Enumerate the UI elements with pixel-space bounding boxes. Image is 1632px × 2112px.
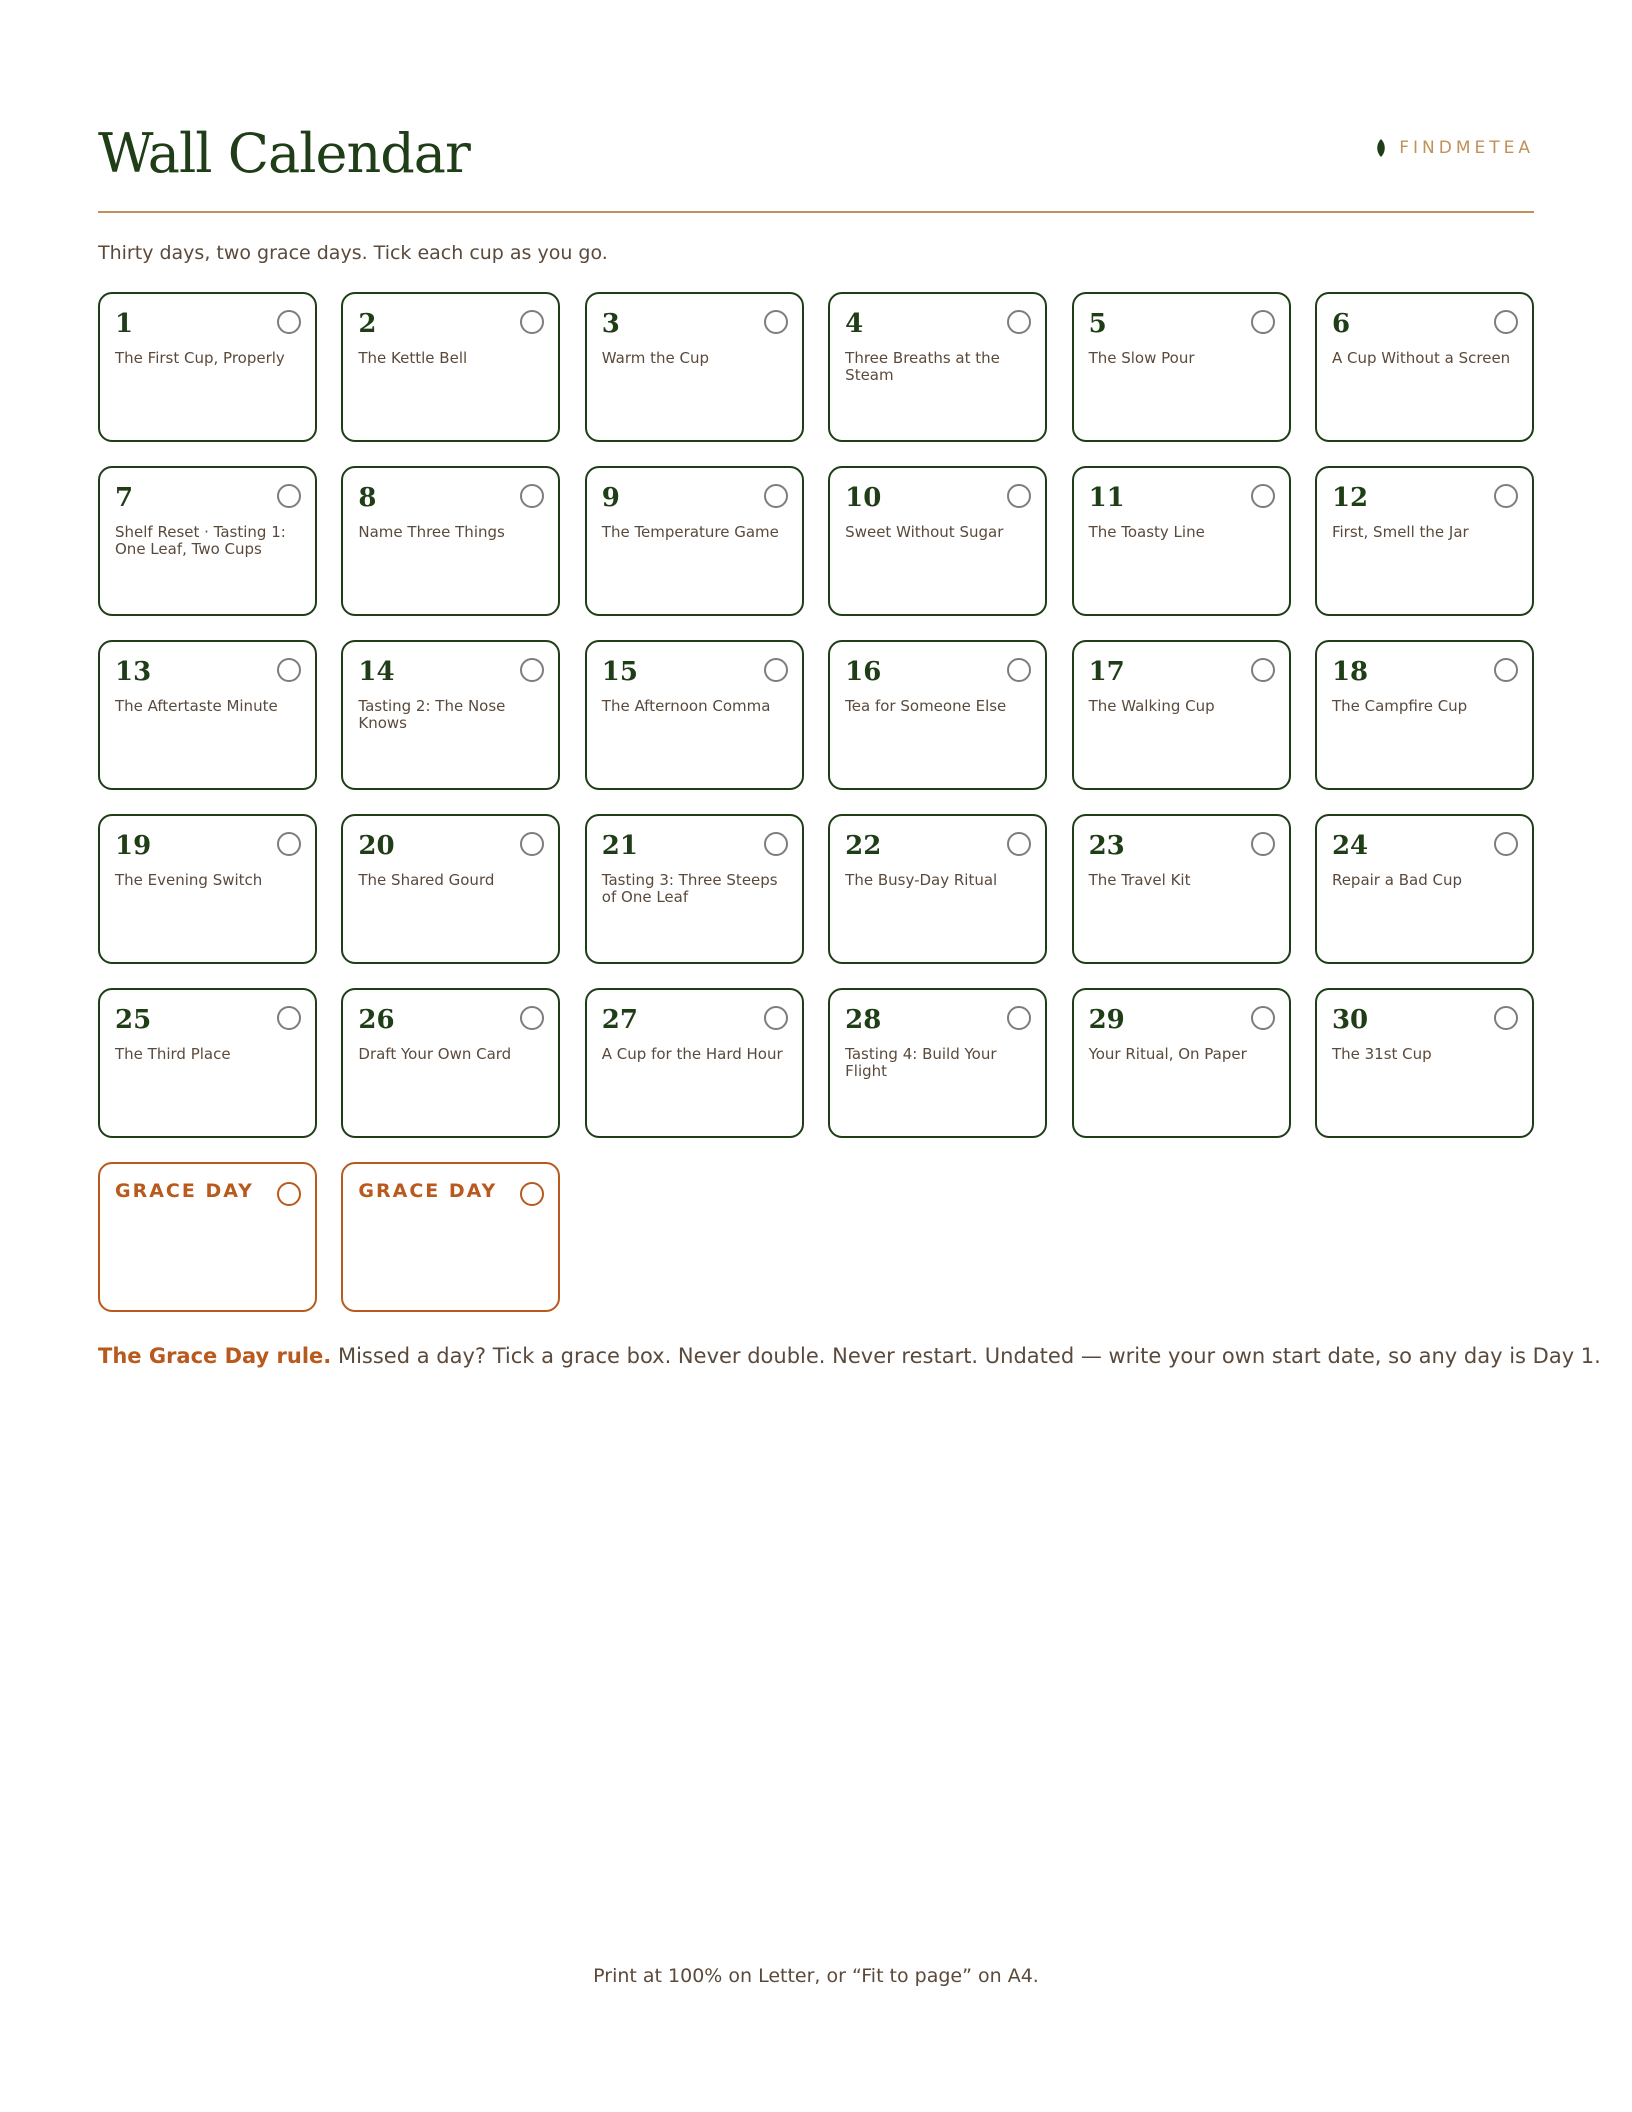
day-number: 11 [1088,483,1125,513]
day-number: 30 [1331,1005,1369,1035]
day-number: 19 [115,831,152,861]
day-number: 15 [601,657,638,687]
leaf-icon [1375,138,1387,158]
day-label: The Slow Pour [1088,349,1195,367]
day-label: Tasting 3: Three Steeps of One Leaf [601,871,778,906]
day-label: Three Breaths at the Steam [845,349,1000,384]
day-number: 3 [601,309,620,339]
day-checkbox[interactable] [1494,832,1518,856]
day-label: The Walking Cup [1088,697,1215,715]
day-checkbox[interactable] [764,832,788,856]
day-card [341,292,560,442]
day-number: 22 [845,831,882,861]
grace-day-label: GRACE DAY [358,1180,498,1202]
day-number: 1 [115,309,134,339]
day-card [1072,988,1291,1138]
day-number: 17 [1088,657,1125,687]
day-checkbox[interactable] [1251,658,1275,682]
grace-day-checkbox[interactable] [520,1182,544,1206]
day-label: Tasting 2: The Nose Knows [358,697,506,732]
day-number: 27 [601,1005,638,1035]
day-label: The Campfire Cup [1331,697,1468,715]
grace-day-label: GRACE DAY [115,1180,254,1202]
day-label: The Busy-Day Ritual [845,871,998,889]
day-number: 20 [358,831,395,861]
day-card [1072,640,1291,790]
day-checkbox[interactable] [764,310,788,334]
day-checkbox[interactable] [277,832,301,856]
day-number: 6 [1331,309,1351,339]
day-checkbox[interactable] [277,484,301,508]
day-checkbox[interactable] [764,484,788,508]
day-checkbox[interactable] [520,484,544,508]
day-label: The First Cup, Properly [115,349,285,367]
day-card [828,292,1047,442]
day-number: 18 [1331,657,1369,687]
day-number: 4 [845,309,864,339]
day-label: The Travel Kit [1088,871,1191,889]
grace-rule-note [98,1344,1601,1368]
grace-day-checkbox[interactable] [277,1182,301,1206]
day-label: Warm the Cup [601,349,710,367]
day-checkbox[interactable] [764,658,788,682]
day-number: 21 [601,831,638,861]
day-label: A Cup for the Hard Hour [601,1045,783,1063]
day-number: 10 [845,483,882,513]
day-card [98,814,317,964]
day-label: The Afternoon Comma [601,697,771,715]
grace-day-card [98,1162,317,1312]
day-number: 26 [358,1005,395,1035]
day-card [1315,988,1534,1138]
day-card [585,640,804,790]
page-header [98,118,1534,198]
day-card [98,292,317,442]
day-label: Name Three Things [358,523,505,541]
day-checkbox[interactable] [277,1006,301,1030]
day-number: 28 [845,1005,882,1035]
grace-rule-text: Missed a day? Tick a grace box. Never double. Never restart. Undated — write your own start date, so any day is Day 1. [331,1344,1601,1368]
day-checkbox[interactable] [1494,310,1518,334]
day-number: 23 [1088,831,1125,861]
day-label: Draft Your Own Card [358,1045,512,1063]
day-checkbox[interactable] [1007,832,1031,856]
day-label: The 31st Cup [1331,1045,1432,1063]
day-checkbox[interactable] [1251,484,1275,508]
day-card [828,988,1047,1138]
day-number: 2 [358,309,377,339]
print-instructions: Print at 100% on Letter, or “Fit to page” on A4. [593,1965,1039,1987]
day-card [341,466,560,616]
day-label: Shelf Reset · Tasting 1: One Leaf, Two Cups [115,523,286,558]
intro-text: Thirty days, two grace days. Tick each cup as you go. [98,242,608,264]
day-label: First, Smell the Jar [1331,523,1469,541]
day-card [585,988,804,1138]
day-checkbox[interactable] [520,658,544,682]
day-number: 24 [1331,831,1369,861]
header-divider [98,211,1534,213]
day-checkbox[interactable] [1251,832,1275,856]
day-card [1072,292,1291,442]
calendar-page [98,0,1601,2112]
day-number: 16 [845,657,882,687]
day-label: The Shared Gourd [358,871,495,889]
day-card [828,640,1047,790]
day-label: Repair a Bad Cup [1331,871,1462,889]
day-checkbox[interactable] [277,658,301,682]
day-number: 9 [601,483,620,513]
day-label: The Kettle Bell [358,349,468,367]
day-checkbox[interactable] [1494,484,1518,508]
day-card [98,988,317,1138]
day-card [1072,814,1291,964]
day-number: 8 [358,483,377,513]
day-checkbox[interactable] [1007,484,1031,508]
day-checkbox[interactable] [1007,1006,1031,1030]
day-card [341,988,560,1138]
day-checkbox[interactable] [520,1006,544,1030]
day-label: Tasting 4: Build Your Flight [845,1045,997,1080]
day-card [585,466,804,616]
day-checkbox[interactable] [1494,1006,1518,1030]
day-checkbox[interactable] [1251,310,1275,334]
day-number: 7 [115,483,134,513]
day-label: The Toasty Line [1088,523,1205,541]
day-number: 13 [115,657,152,687]
day-card [98,466,317,616]
day-card [585,814,804,964]
day-card [98,640,317,790]
page-title: Wall Calendar [98,122,470,185]
day-label: Tea for Someone Else [845,697,1007,715]
day-label: Sweet Without Sugar [845,523,1004,541]
day-checkbox[interactable] [520,832,544,856]
grace-day-card [341,1162,560,1312]
day-card [828,466,1047,616]
day-number: 29 [1088,1005,1125,1035]
day-label: Your Ritual, On Paper [1088,1045,1247,1063]
day-checkbox[interactable] [1007,658,1031,682]
day-checkbox[interactable] [1494,658,1518,682]
grace-rule-lead: The Grace Day rule. [98,1344,332,1368]
day-card [1315,466,1534,616]
day-checkbox[interactable] [1251,1006,1275,1030]
day-card [341,640,560,790]
brand [1375,138,1534,158]
day-label: The Temperature Game [601,523,779,541]
day-card [1072,466,1291,616]
day-checkbox[interactable] [764,1006,788,1030]
day-card [1315,640,1534,790]
day-checkbox[interactable] [1007,310,1031,334]
day-number: 25 [115,1005,152,1035]
day-number: 14 [358,657,395,687]
day-grid [98,292,1534,1312]
day-card [1315,292,1534,442]
brand-name: FINDMETEA [1399,138,1534,158]
day-card [341,814,560,964]
day-label: The Aftertaste Minute [115,697,278,715]
day-checkbox[interactable] [277,310,301,334]
day-label: The Evening Switch [115,871,263,889]
day-label: The Third Place [115,1045,231,1063]
day-checkbox[interactable] [520,310,544,334]
day-card [828,814,1047,964]
day-number: 5 [1088,309,1107,339]
day-number: 12 [1331,483,1369,513]
day-card [585,292,804,442]
day-label: A Cup Without a Screen [1331,349,1511,367]
day-card [1315,814,1534,964]
